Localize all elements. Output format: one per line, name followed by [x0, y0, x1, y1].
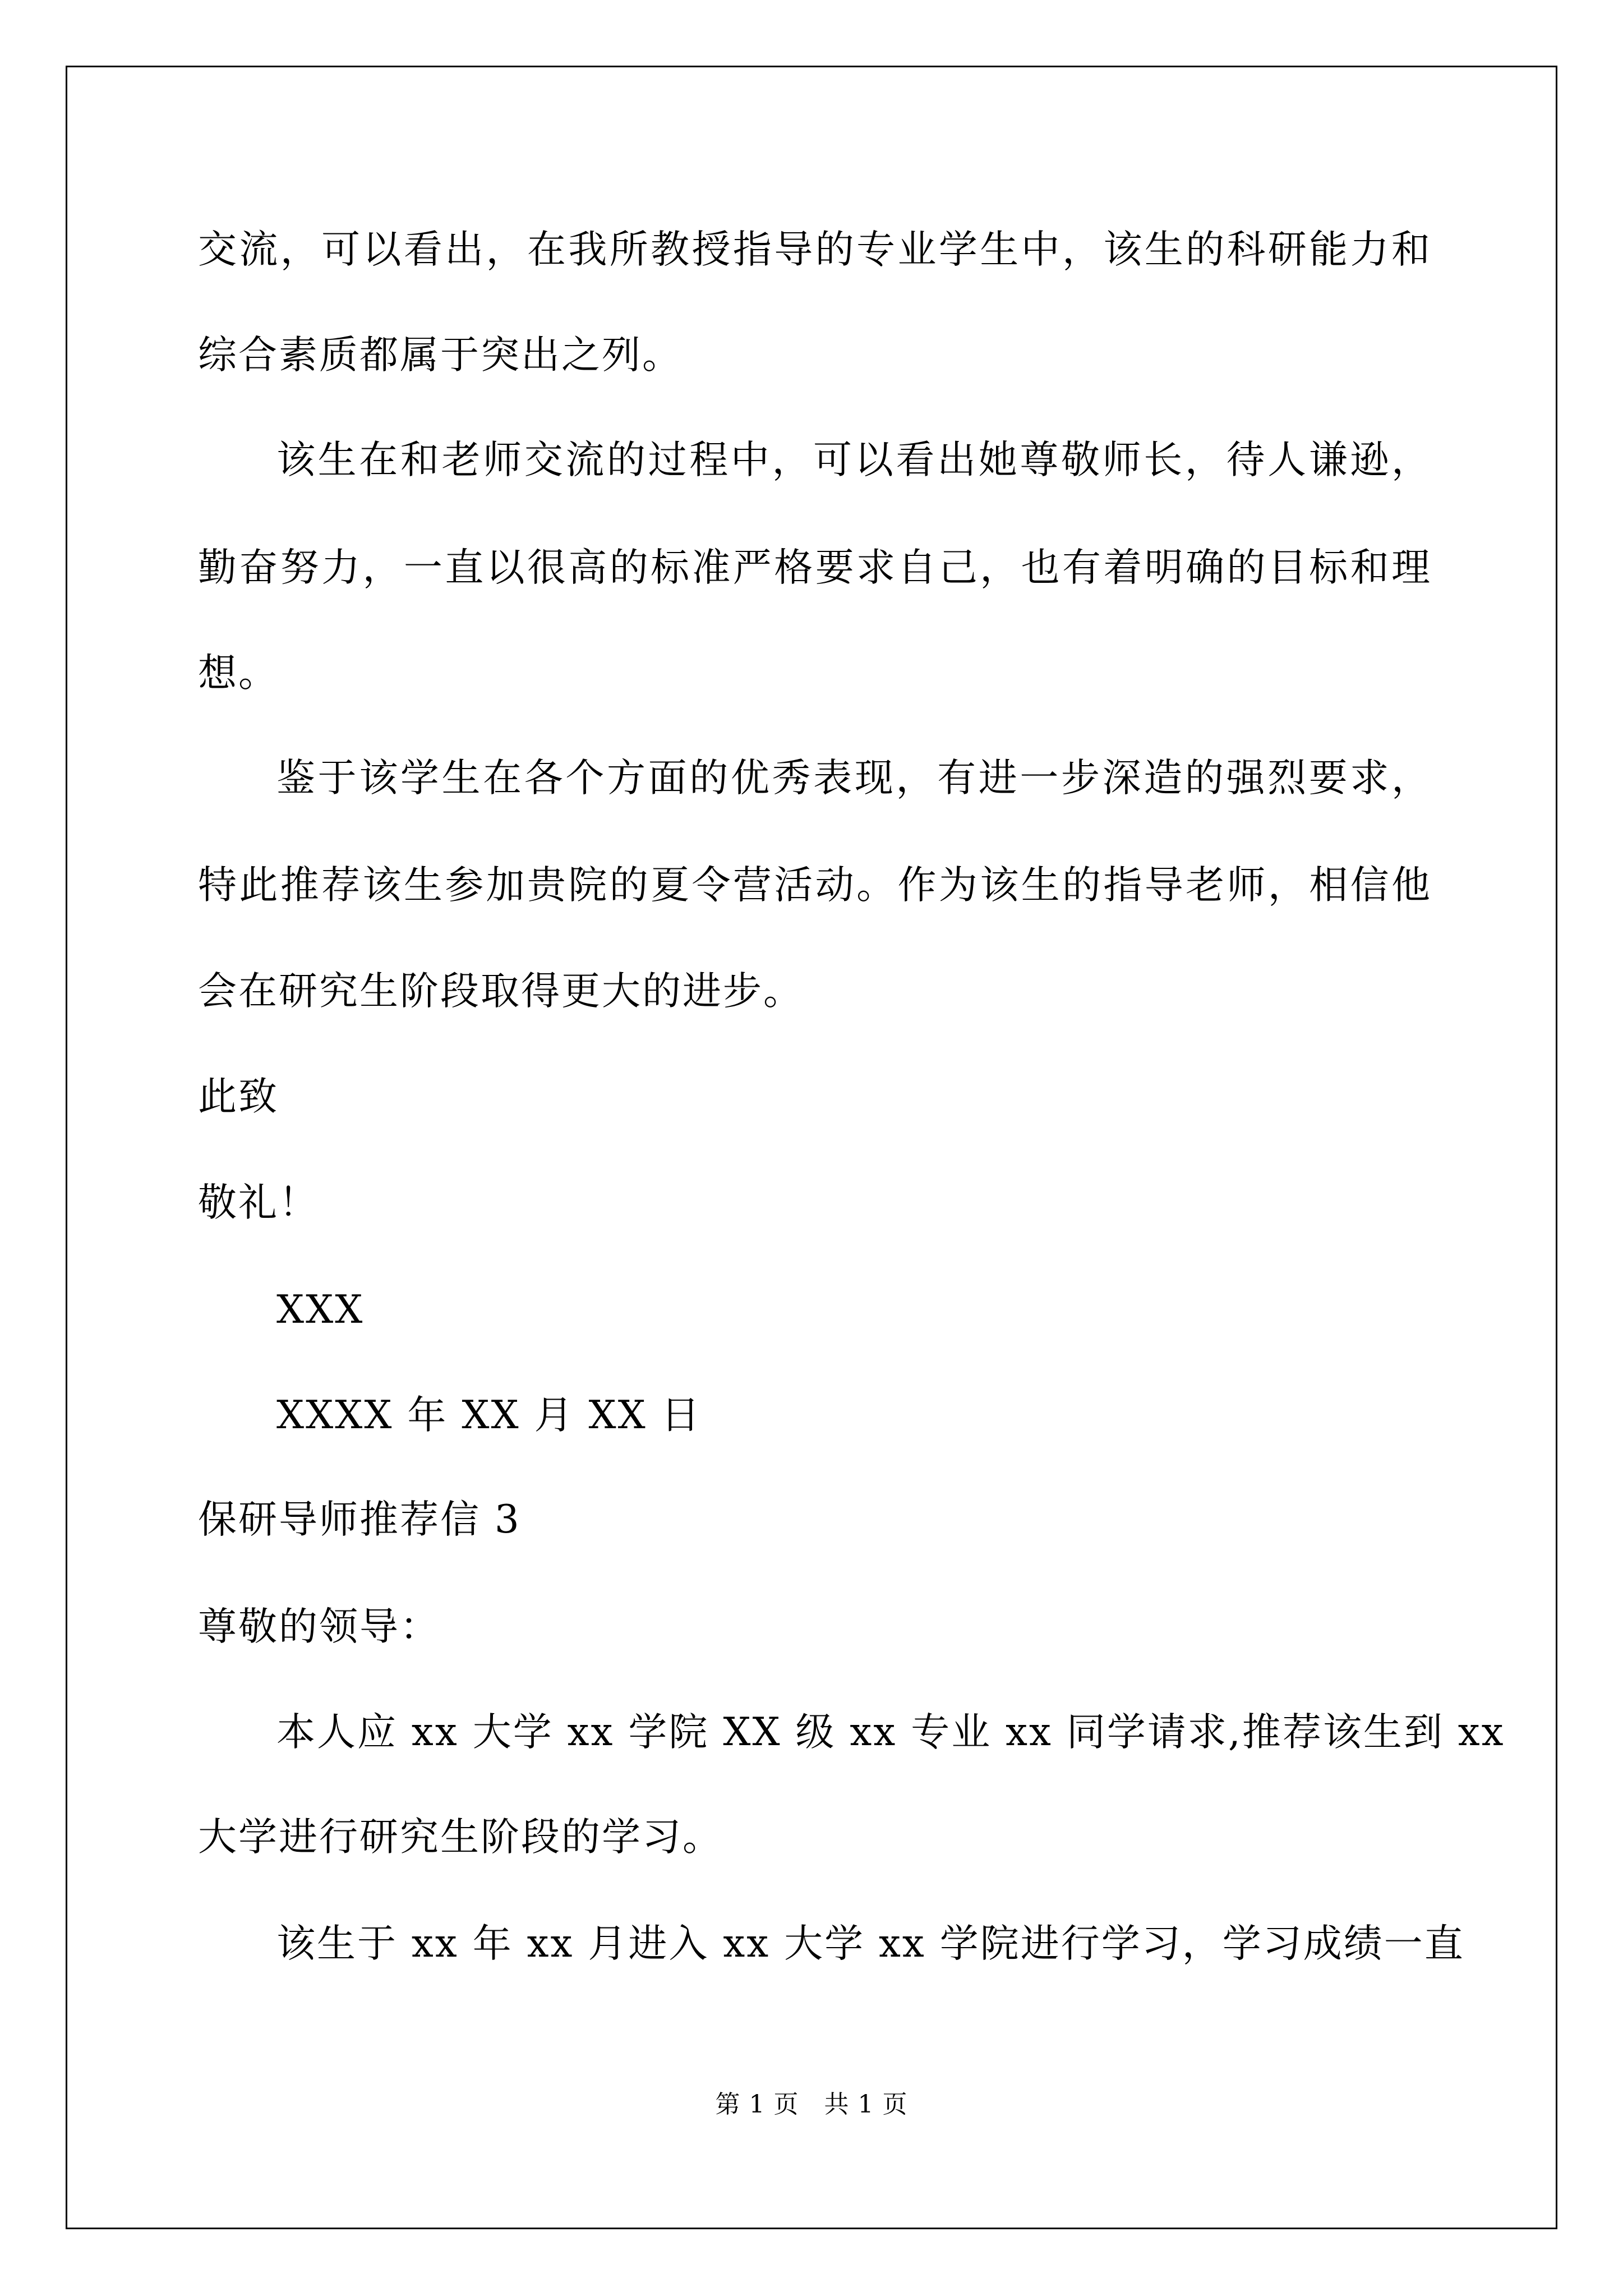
closing-regards: 敬礼！: [198, 1180, 319, 1225]
signature-date: XXXX 年 XX 月 XX 日: [276, 1393, 702, 1438]
body-line: 大学进行研究生阶段的学习。: [198, 1815, 723, 1860]
page-footer: 第 1 页 共 1 页: [715, 2090, 908, 2119]
page-frame: [66, 66, 1557, 2229]
body-line: 该生于 xx 年 xx 月进入 xx 大学 xx 学院进行学习，学习成绩一直: [276, 1921, 1465, 1966]
body-line: 本人应 xx 大学 xx 学院 XX 级 xx 专业 xx 同学请求,推荐该生到 xx: [276, 1710, 1505, 1755]
body-line: 鉴于该学生在各个方面的优秀表现，有进一步深造的强烈要求，: [276, 756, 1432, 800]
section-heading: 保研导师推荐信 3: [198, 1497, 521, 1542]
body-line: 该生在和老师交流的过程中，可以看出她尊敬师长，待人谦逊，: [276, 438, 1432, 482]
body-line: 综合素质都属于突出之列。: [198, 333, 683, 378]
signature-name: XXX: [276, 1287, 365, 1332]
body-line: 想。: [198, 651, 279, 696]
body-line: 交流，可以看出，在我所教授指导的专业学生中，该生的科研能力和: [198, 227, 1432, 272]
letter-greeting: 尊敬的领导：: [198, 1604, 440, 1649]
body-line: 会在研究生阶段取得更大的进步。: [198, 969, 804, 1014]
body-line: 特此推荐该生参加贵院的夏令营活动。作为该生的指导老师，相信他: [198, 863, 1432, 908]
closing-salutation: 此致: [198, 1074, 279, 1119]
body-line: 勤奋努力，一直以很高的标准严格要求自己，也有着明确的目标和理: [198, 545, 1432, 590]
